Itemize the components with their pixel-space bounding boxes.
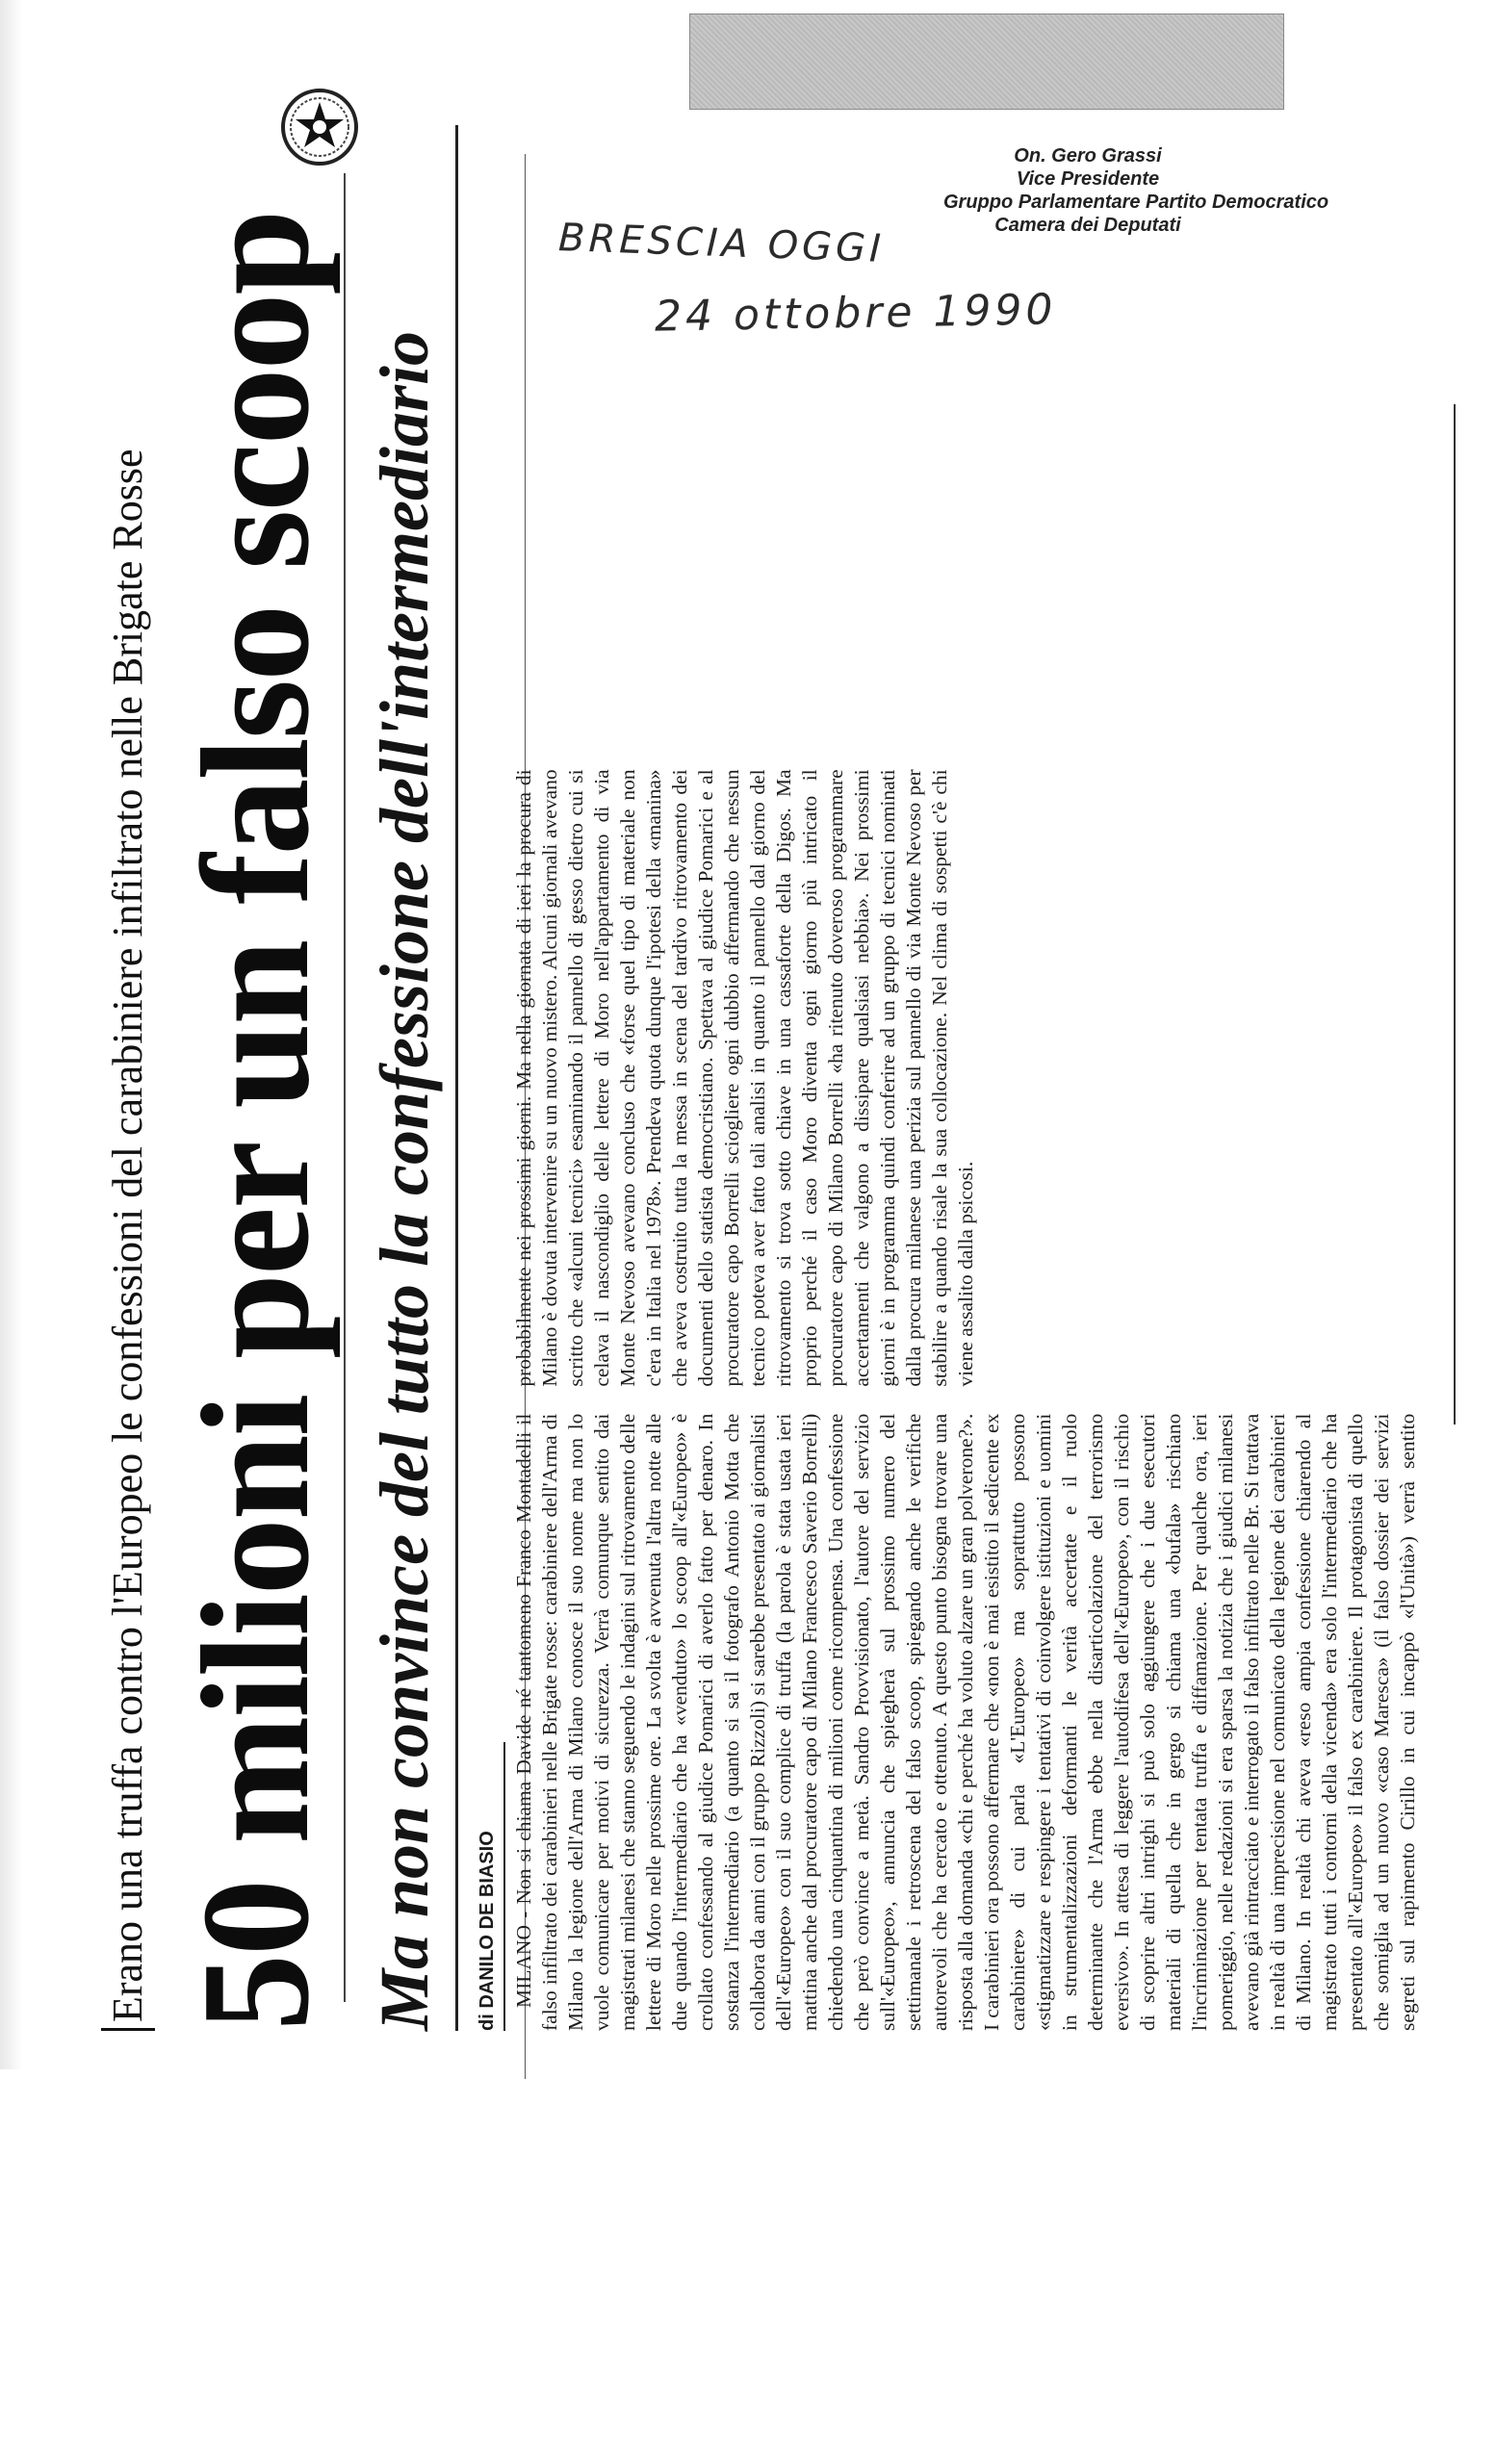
newspaper-article bbox=[91, 125, 1458, 2031]
article-byline: di DANILO DE BIASIO bbox=[475, 1742, 505, 2031]
handwritten-source: BRESCIA OGGI bbox=[557, 216, 886, 271]
article-subheadline: Ma non convince del tutto la confessione dell'intermediario bbox=[366, 330, 443, 2031]
article-headline: 50 milioni per un falso scoop bbox=[169, 211, 341, 2031]
article-kicker: Erano una truffa contro l'Europeo le confessioni del carabiniere infiltrato nelle Brigate Rosse bbox=[101, 116, 155, 2031]
article-body-text: MILANO - Non si chiama Davide né tantomeno Franco Montadelli il falso infiltrato dei carabinieri nelle Brigate rosse: carabiniere dell'Arma di Milano la legione dell'Arma di Milano conosce il suo nome ma non lo vuole comunicare per motivi di sicurezza. Verrà comunque sentito dai magistrati milanesi che stanno seguendo le indagini sul ritrovamento delle lettere di Moro nelle prossime ore. La svolta è avvenuta l'altra notte alle due quando l'intermediario che ha «venduto» lo scoop all'«Europeo» è crollato confessando al giudice Pomarici di averlo fatto per denaro. In sostanza l'intermediario (a quanto si sa il fotografo Antonio Motta che collabora da anni con il gruppo Rizzoli) si sarebbe presentato ai giornalisti dell'«Europeo» con il suo complice di truffa (la parola è stata usata ieri mattina anche dal procuratore capo di Milano Francesco Saverio Borrelli) chiedendo una cinquantina di milioni come ricompensa. Una confessione che però convince a metà. Sandro Provvisionato, l'autore del servizio sull'«Europeo», annuncia che spiegherà sul prossimo numero del settimanale i retroscena del falso scoop, spiegando anche le verifiche autorevoli che ha cercato e ottenuto. A questo punto bisogna trovare una risposta alla domanda «chi e perché ha voluto alzare un gran polverone?». I carabinieri ora possono affermare che «non è mai esistito il sedicente ex carabiniere» di cui parla «L'Europeo» ma soprattutto possono «stigmatizzare e respingere i tentativi di coinvolgere istituzioni e uomini in strumentalizzazioni deformanti le verità accertate e il ruolo determinante che l'Arma ebbe nella disarticolazione del terrorismo eversivo». In attesa di leggere l'autodifesa dell'«Europeo», con il rischio di scoprire altri intrighi si può solo aggiungere che i due esecutori materiali di quella che in gergo si chiama una «bufala» rischiano l'incriminazione per tentata truffa e diffamazione. Per qualche ora, ieri pomeriggio, nelle redazioni si era sparsa la notizia che i giudici milanesi avevano già rintracciato e interrogato il falso infiltrato nelle Br. Si trattava in realtà di una imprecisione nel comunicato della legione dei carabinieri di Milano. In realtà chi aveva «reso ampia confessione chiarendo al magistrato tutti i contorni della vicenda» era solo l'intermediario che ha presentato all'«Europeo» il falso ex carabiniere. Il protagonista di quello che somiglia ad un nuovo «caso Maresca» (il falso dossier dei servizi segreti sul rapimento Cirillo in cui incappò «l'Unità») verrà sentito probabilmente nei prossimi giorni. Ma nella giornata di ieri la procura di Milano è dovuta intervenire su un nuovo mistero. Alcuni giornali avevano scritto che «alcuni tecnici» esaminando il pannello di gesso dietro cui si celava il nascondiglio delle lettere di Moro nell'appartamento di via Monte Nevoso avevano concluso che «forse quel tipo di materiale non c'era in Italia nel 1978». Prendeva quota dunque l'ipotesi della «manina» che aveva costruito tutta la messa in scena del tardivo ritrovamento dei documenti dello statista democristiano. Spettava al giudice Pomarici e al procuratore capo Borrelli sciogliere ogni dubbio affermando che nessun tecnico poteva aver fatto tali analisi in quanto il pannello dal giorno del ritrovamento si trova sotto chiave in una cassaforte della Digos. Ma proprio perché il caso Moro diventa ogni giorno più intricato il procuratore capo di Milano Borrelli «ha ritenuto doveroso programmare accertamenti che valgono a dissipare qualsiasi nebbia». Nei prossimi giorni è in programma quindi conferire ad un gruppo di tecnici nominati dalla procura milanese una perizia sul pannello di via Monte Nevoso per stabilire a quando risale la sua collocazione. Nel clima di sospetti c'è chi viene assalito dalla psicosi. bbox=[512, 769, 1419, 2031]
headline-rule bbox=[344, 173, 346, 2002]
letterhead-role: Vice Presidente bbox=[1016, 168, 1160, 190]
column-rule bbox=[1454, 404, 1456, 1424]
letterhead-name: On. Gero Grassi bbox=[1014, 145, 1162, 167]
scan-edge-shadow bbox=[0, 0, 23, 2069]
subheadline-rule bbox=[455, 125, 458, 2031]
handwritten-date: 24 ottobre 1990 bbox=[654, 285, 1057, 342]
article-body bbox=[511, 125, 1426, 2031]
redacted-stamp bbox=[689, 13, 1284, 110]
letterhead-house: Camera dei Deputati bbox=[994, 215, 1181, 236]
letterhead-group: Gruppo Parlamentare Partito Democratico bbox=[943, 192, 1329, 213]
